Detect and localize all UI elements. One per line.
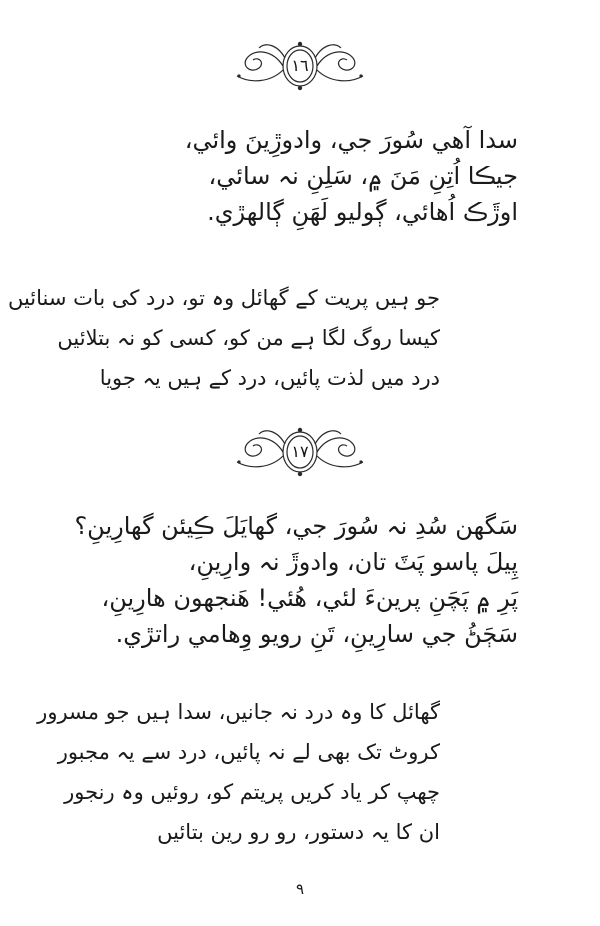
chapter-ornament (225, 36, 375, 96)
urdu-translation (7, 278, 440, 398)
section-number: ١٧ (291, 442, 309, 462)
verse-line: پِيلَ پاسو پَٽَ تان، وادوڙَ نہ وارِينِ، (188, 548, 518, 576)
verse-line: اوڙَڪ اُهائي، ڳوليو لَهَنِ ڳالهڙي. (207, 198, 518, 226)
section-number: ١٦ (291, 56, 309, 76)
verse-line: جيڪا اُتِنِ مَنَ ۾، سَلِنِ نہ سائي، (208, 162, 518, 190)
verse-line: پَرِ ۾ پَچَنِ پرينءَ لئي، هُئي! هَنجهون هارِينِ، (101, 584, 518, 612)
verse-line: چھپ کر یاد کریں پریتم کو، روئیں وہ رنجور (64, 780, 440, 804)
verse-line: سَگهن سُدِ نہ سُورَ جي، گهايَلَ ڪِيئن گهارِينِ؟ (74, 512, 518, 540)
sindhi-verse (74, 508, 518, 652)
verse-line: کروٹ تک بھی لے نہ پائیں، درد سے یہ مجبور (57, 740, 440, 764)
page-number: ٩ (295, 880, 305, 898)
verse-line: کیسا روگ لگا ہے من کو، کسی کو نہ بتلائیں (57, 326, 440, 350)
verse-line: ان کا یہ دستور، رو رو رین بتائیں (157, 820, 440, 844)
verse-line: سدا آهي سُورَ جي، وادوڙِينَ وائي، (184, 126, 518, 154)
chapter-ornament (225, 422, 375, 482)
verse-line: جو ہیں پریت کے گھائل وہ تو، درد کی بات سنائیں (7, 286, 440, 310)
urdu-translation (37, 692, 440, 852)
verse-line: سَڄَڻُ جي سارِينِ، تَنِ رويو وِهامي راتڙي. (115, 620, 518, 648)
sindhi-verse (78, 122, 518, 230)
verse-line: درد میں لذت پائیں، درد کے ہیں یہ جویا (99, 366, 440, 390)
verse-line: گھائل کا وہ درد نہ جانیں، سدا ہیں جو مسرور (37, 700, 440, 724)
